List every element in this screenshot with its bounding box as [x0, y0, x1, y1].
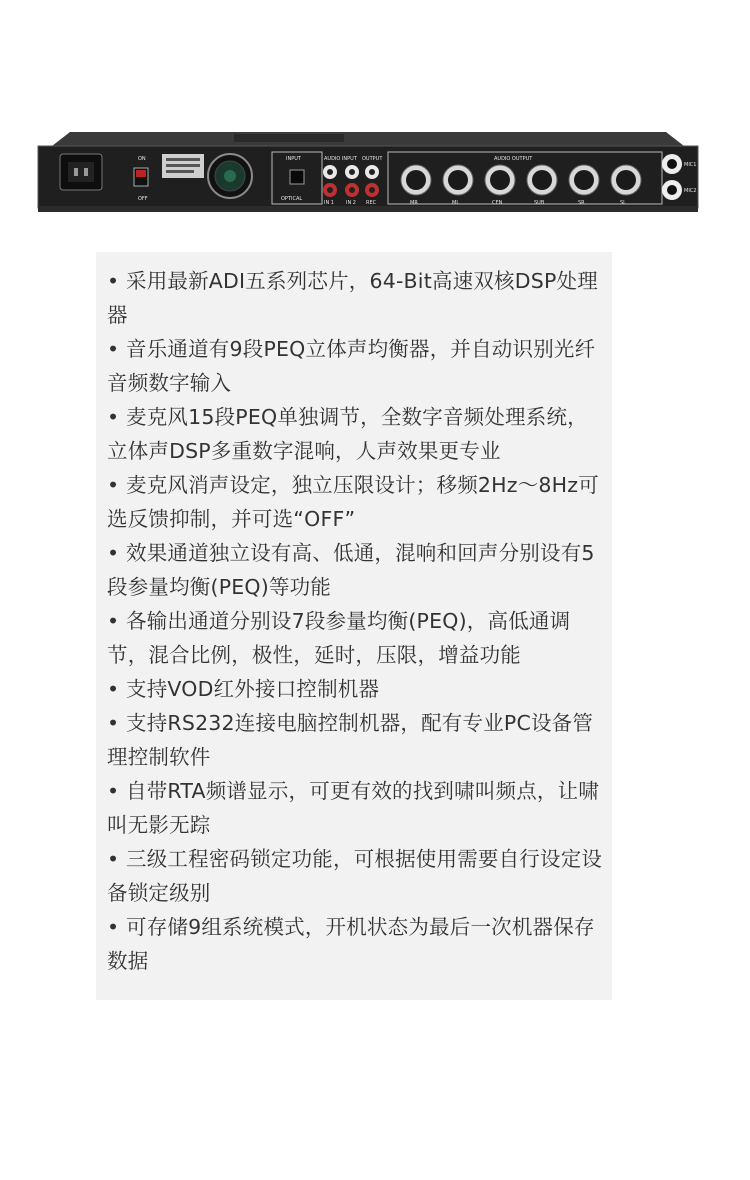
product-rear-panel-image [34, 128, 702, 216]
audio-output-label: AUDIO OUTPUT [494, 156, 533, 162]
mr-label: MR [410, 200, 418, 206]
cen-label: CEN [492, 200, 503, 206]
feature-item-presets: • 可存储9组系统模式，开机状态为最后一次机器保存数据 [107, 915, 595, 973]
feature-item-vod: • 支持VOD红外接口控制机器 [107, 677, 380, 701]
feature-item-feedback: • 麦克风消声设定，独立压限设计；移频2Hz～8Hz可选反馈抑制，并可选“OFF” [107, 473, 599, 531]
mic2-label: MIC2 [684, 188, 697, 194]
feature-item-rs232: • 支持RS232连接电脑控制机器，配有专业PC设备管理控制软件 [107, 711, 594, 769]
feature-item-output-channel: • 各输出通道分别设7段参量均衡(PEQ)，高低通调节，混合比例，极性，延时，压限，增益功能 [107, 609, 571, 667]
rec-label: REC [366, 200, 377, 206]
mic1-label: MIC1 [684, 162, 697, 168]
on-label: ON [138, 156, 146, 162]
feature-item-mic-peq: • 麦克风15段PEQ单独调节，全数字音频处理系统，立体声DSP多重数字混响，人声效果更专业 [107, 405, 588, 463]
output-label: OUTPUT [362, 156, 383, 162]
features-panel [96, 252, 612, 1000]
feature-item-password: • 三级工程密码锁定功能，可根据使用需要自行设定设备锁定级别 [107, 847, 603, 905]
feature-item-rta: • 自带RTA频谱显示，可更有效的找到啸叫频点，让啸叫无影无踪 [107, 779, 600, 837]
ml-label: ML [452, 200, 460, 206]
sl-label: SL [620, 200, 626, 206]
sub-label: SUB [534, 200, 545, 206]
optical-label: OPTICAL [281, 196, 303, 202]
sr-label: SR [578, 200, 585, 206]
in2-label: IN 2 [346, 200, 356, 206]
feature-item-effect-channel: • 效果通道独立设有高、低通，混响和回声分别设有5段参量均衡(PEQ)等功能 [107, 541, 595, 599]
feature-item-music-peq: • 音乐通道有9段PEQ立体声均衡器，并自动识别光纤音频数字输入 [107, 337, 596, 395]
audio-input-label: AUDIO INPUT [324, 156, 357, 162]
in1-label: IN 1 [324, 200, 334, 206]
input-label: INPUT [286, 156, 301, 162]
feature-item-adi-chip: • 采用最新ADI五系列芯片，64-Bit高速双核DSP处理器 [107, 269, 598, 327]
off-label: OFF [138, 196, 148, 202]
feature-list [107, 264, 606, 978]
